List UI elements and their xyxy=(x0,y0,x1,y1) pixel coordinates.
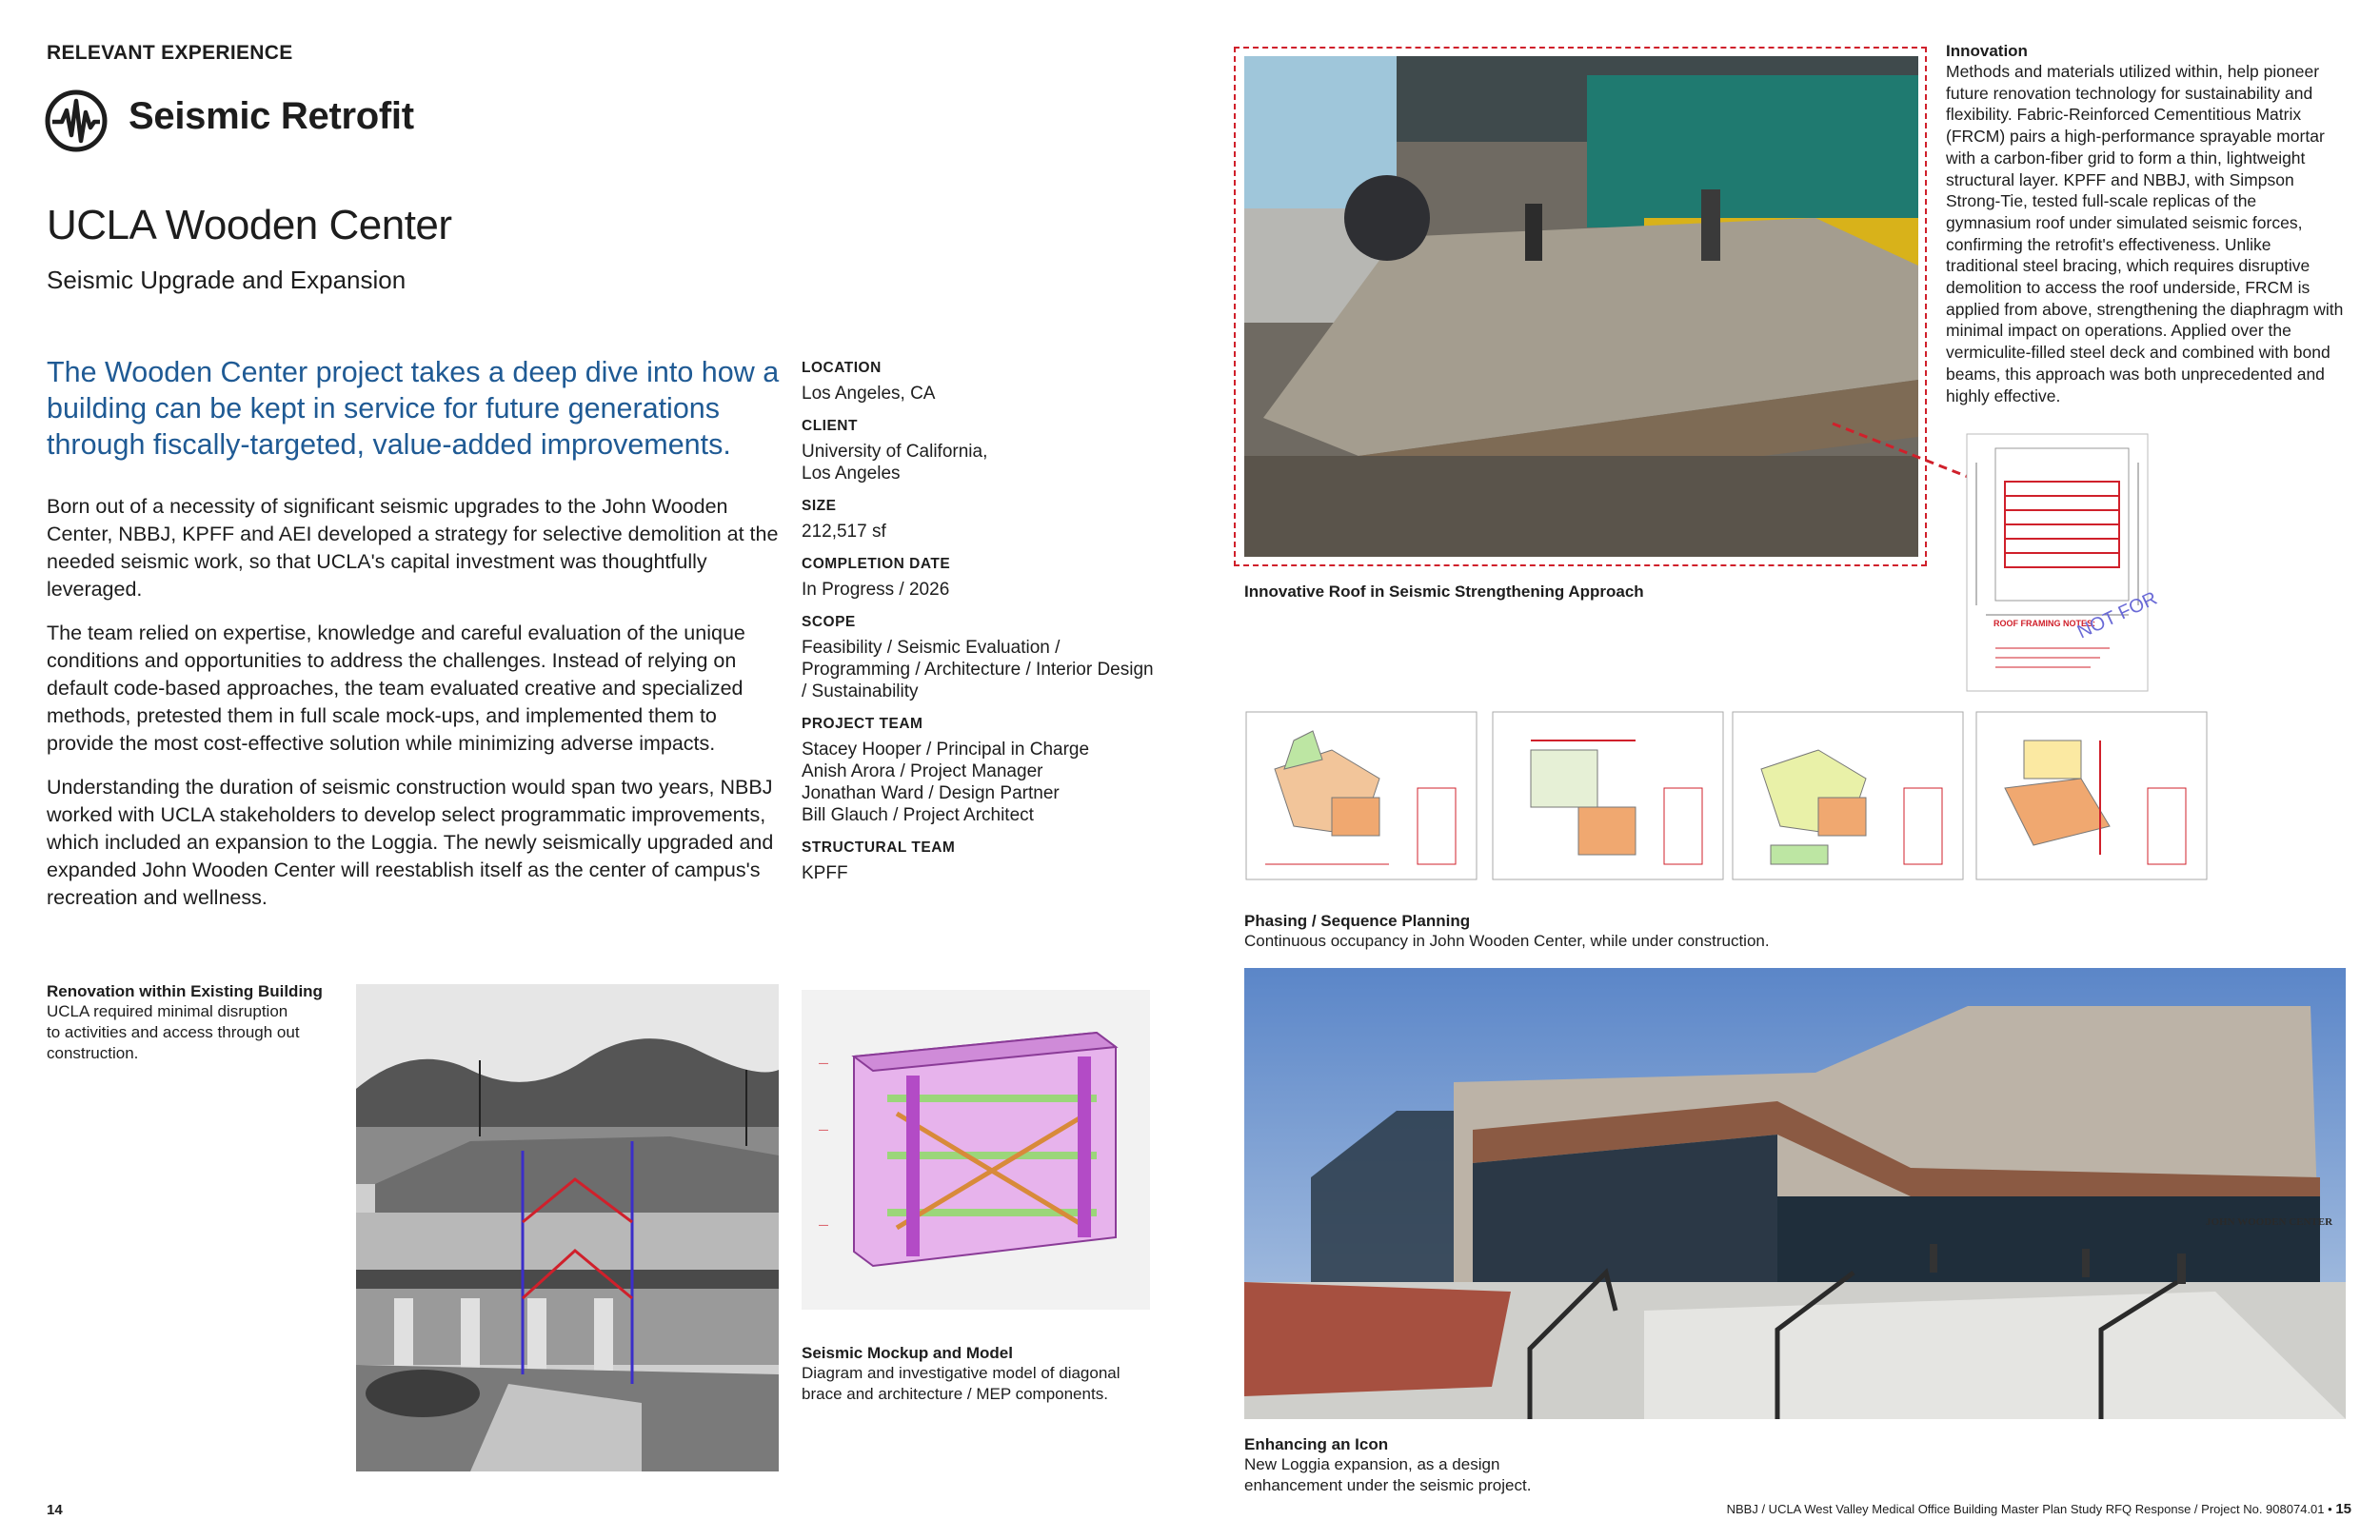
footer-text: NBBJ / UCLA West Valley Medical Office Building Master Plan Study RFQ Response / Project No. 908074.01 • xyxy=(1726,1502,2332,1516)
seismic-mockup-diagram xyxy=(802,990,1150,1310)
drawing-stamp: NOT FOR xyxy=(2073,587,2161,643)
fact-value: Stacey Hooper / Principal in Charge Anish Arora / Project Manager Jonathan Ward / Design Partner Bill Glauch / Project Architect xyxy=(802,740,1090,825)
phasing-plan-3 xyxy=(1733,712,1963,879)
innovation-caption xyxy=(1946,42,2346,406)
fact-label: LOCATION xyxy=(802,360,882,376)
fact-label: PROJECT TEAM xyxy=(802,716,923,732)
caption-text: Diagram and investigative model of diagonal brace and architecture / MEP components. xyxy=(802,1364,1121,1403)
icon-caption xyxy=(1244,1435,1531,1496)
caption-title: Enhancing an Icon xyxy=(1244,1435,1389,1453)
caption-title: Renovation within Existing Building xyxy=(47,982,323,1000)
phasing-plan-1 xyxy=(1246,712,1477,879)
caption-text: Methods and materials utilized within, help pioneer future renovation technology for sustainability and flexibility. Fabric-Reinforced Cementitious Matrix (FRCM) pairs a high-performance sprayable mortar with a carbon-fiber grid to form a thin, lightweight structural layer. KPFF and NBBJ, with Simpson Strong-Tie, tested full-scale replicas of the gymnasium roof under simulated seismic forces, confirming the retrofit's effectiveness. Unlike traditional steel bracing, which requires disruptive demolition to access the roof underside, FRCM is applied from above, strengthening the diaphragm with minimal impact on operations. Applied over the vermiculite-filled steel deck and combined with bond beams, this approach was both unprecedented and highly effective. xyxy=(1946,62,2344,405)
page-number-right: 15 xyxy=(2335,1501,2351,1517)
roof-framing-drawing xyxy=(1967,434,2161,691)
fact-value: Los Angeles, CA xyxy=(802,384,936,404)
svg-text:—: — xyxy=(819,1058,828,1069)
fact-label: STRUCTURAL TEAM xyxy=(802,839,956,856)
paragraph: The team relied on expertise, knowledge and careful evaluation of the unique conditions and opportunities to address the challenges. Instead of relying on default code-based approaches, the team evaluated creative and specialized methods, pretested them in full scale mock-ups, and implemented them to provide the most cost-effective solution while minimizing adverse impacts. xyxy=(47,622,745,755)
fact-value: 212,517 sf xyxy=(802,522,886,542)
caption-text: UCLA required minimal disruption to activities and access through out construction. xyxy=(47,1002,300,1062)
renovation-photo xyxy=(356,984,779,1471)
seismic-wave-icon xyxy=(45,89,108,152)
caption-title: Seismic Mockup and Model xyxy=(802,1344,1013,1362)
fact-value: University of California, Los Angeles xyxy=(802,442,988,484)
caption-title: Phasing / Sequence Planning xyxy=(1244,912,1471,930)
phasing-plan-2 xyxy=(1493,712,1723,879)
page-number-left: 14 xyxy=(47,1502,63,1518)
drawing-note: ROOF FRAMING NOTES: xyxy=(1993,619,2095,628)
fact-label: SCOPE xyxy=(802,614,856,630)
caption-text: Continuous occupancy in John Wooden Center, while under construction. xyxy=(1244,932,1770,950)
project-subtitle: Seismic Upgrade and Expansion xyxy=(47,266,407,294)
fact-value: In Progress / 2026 xyxy=(802,580,950,600)
phasing-caption xyxy=(1244,912,1770,952)
building-sign: JOHN WOODEN CENTER xyxy=(2206,1216,2333,1228)
fact-label: CLIENT xyxy=(802,418,858,434)
caption-title: Innovative Roof in Seismic Strengthening Approach xyxy=(1244,582,1644,601)
project-facts xyxy=(802,360,1163,884)
caption-title: Innovation xyxy=(1946,42,2028,60)
section-kicker: RELEVANT EXPERIENCE xyxy=(47,42,293,64)
intro-statement: The Wooden Center project takes a deep dive into how a building can be kept in service for future generations through fiscally-targeted, value-added improvements. xyxy=(47,356,780,461)
project-description xyxy=(47,493,780,928)
roof-caption xyxy=(1244,582,1644,602)
caption-text: New Loggia expansion, as a design enhancement under the seismic project. xyxy=(1244,1455,1532,1494)
paragraph: Understanding the duration of seismic construction would span two years, NBBJ worked with UCLA stakeholders to develop select programmatic improvements, which included an expansion to the Loggia. The newly seismically upgraded and expanded John Wooden Center will reestablish itself as the center of campus's recreation and wellness. xyxy=(47,776,774,909)
phasing-plan-4 xyxy=(1976,712,2207,879)
loggia-rendering xyxy=(1244,968,2346,1419)
fact-value: Feasibility / Seismic Evaluation / Programming / Architecture / Interior Design / Sustainability xyxy=(802,638,1154,701)
fact-label: COMPLETION DATE xyxy=(802,556,951,572)
svg-text:—: — xyxy=(819,1220,828,1231)
fact-value: KPFF xyxy=(802,863,848,883)
fact-label: SIZE xyxy=(802,498,837,514)
roof-mockup-photo xyxy=(1244,56,1918,557)
svg-text:—: — xyxy=(819,1125,828,1135)
footer-doc-title xyxy=(1727,1501,2351,1517)
mockup-caption xyxy=(802,1344,1163,1405)
project-title: UCLA Wooden Center xyxy=(47,202,452,248)
section-title: Seismic Retrofit xyxy=(129,95,414,137)
renovation-caption xyxy=(47,982,351,1064)
paragraph: Born out of a necessity of significant seismic upgrades to the John Wooden Center, NBBJ, KPFF and AEI developed a strategy for selective demolition at the needed seismic work, so that UCLA's capital investment was thoughtfully leveraged. xyxy=(47,495,779,601)
